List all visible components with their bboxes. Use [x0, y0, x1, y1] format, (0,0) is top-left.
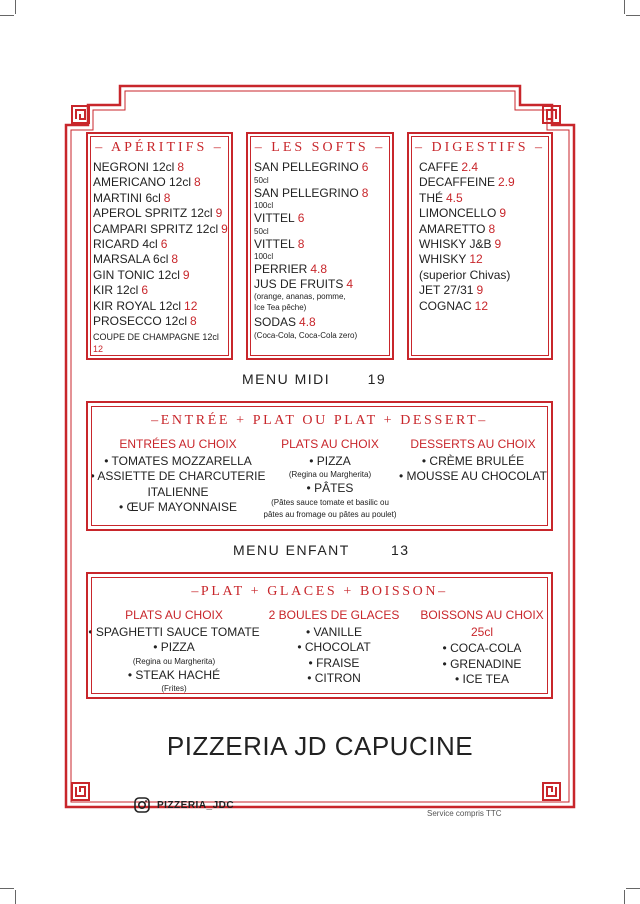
boissons-title: BOISSONS AU CHOIX	[420, 608, 544, 622]
list-item: • GRENADINE	[442, 656, 522, 671]
item-note: 50cl	[254, 226, 269, 236]
list-item: GIN TONIC 12cl 9	[93, 267, 190, 282]
list-item: VITTEL 8	[254, 236, 305, 251]
item-note: (Regina ou Margherita)	[132, 656, 216, 666]
menu-midi-box	[86, 401, 553, 531]
menu-midi-label: MENU MIDI	[242, 371, 331, 387]
digestifs-list	[419, 160, 515, 314]
digestifs-title: – DIGESTIFS –	[414, 140, 545, 155]
list-item: MARSALA 6cl 8	[93, 252, 179, 267]
item-note: (Pâtes sauce tomate et basilic ou	[271, 497, 389, 507]
list-item: KIR 12cl 6	[93, 283, 149, 298]
list-item: SODAS 4.8	[254, 315, 316, 329]
list-item: PERRIER 4.8	[254, 262, 328, 276]
list-item: MARTINI 6cl 8	[93, 190, 171, 205]
list-item: VITTEL 6	[254, 211, 305, 225]
list-item: • CHOCOLAT	[297, 640, 371, 655]
item-note: (superior Chivas)	[419, 267, 511, 282]
enfant-plats-column	[88, 608, 260, 695]
menu-enfant-price: 13	[390, 542, 410, 558]
aperitifs-title: – APÉRITIFS –	[95, 140, 224, 155]
item-note: 50cl	[254, 175, 269, 185]
entrees-title: ENTRÉES AU CHOIX	[119, 437, 237, 451]
list-item: COGNAC 12	[419, 298, 489, 313]
entrees-column	[88, 437, 268, 516]
list-item: • CITRON	[307, 671, 361, 686]
list-item: CAFFE 2.4	[419, 160, 479, 174]
aperitifs-box	[86, 132, 233, 360]
menu-midi-line	[242, 371, 386, 387]
menu-midi-price: 19	[367, 371, 387, 387]
list-item: PROSECCO 12cl 8	[93, 314, 197, 329]
glaces-title: 2 BOULES DE GLACES	[268, 608, 400, 622]
list-item: • MOUSSE AU CHOCOLAT	[398, 469, 547, 484]
item-note: 100cl	[254, 201, 274, 210]
list-item: JUS DE FRUITS 4	[254, 276, 354, 291]
softs-list	[254, 160, 368, 342]
menu-enfant-heading: –PLAT + GLACES + BOISSON–	[191, 584, 448, 599]
menu-enfant-line	[233, 542, 410, 558]
list-item: • ICE TEA	[455, 672, 509, 687]
plats-column	[248, 437, 412, 521]
list-item: WHISKY J&B 9	[419, 237, 502, 252]
list-item: • PÂTES	[306, 481, 354, 496]
list-item: LIMONCELLO 9	[419, 206, 507, 221]
restaurant-title: PIZZERIA JD CAPUCINE	[166, 731, 474, 761]
boissons-column	[408, 608, 556, 688]
desserts-column	[398, 437, 548, 485]
menu-enfant-box	[86, 572, 553, 699]
list-item: CAMPARI SPRITZ 12cl 9	[93, 221, 228, 236]
item-note: (Frites)	[161, 684, 187, 694]
list-item: • PIZZA	[153, 640, 195, 655]
list-item: THÉ 4.5	[419, 190, 463, 205]
digestifs-box	[407, 132, 553, 360]
item-note: Ice Tea pêche)	[254, 303, 307, 312]
service-note: Service compris TTC	[427, 809, 502, 818]
list-item: • FRAISE	[308, 655, 360, 670]
glaces-column	[254, 608, 414, 687]
list-item: WHISKY 12	[419, 252, 483, 267]
list-item: • CRÈME BRULÉE	[421, 453, 525, 468]
list-item: • SPAGHETTI SAUCE TOMATE	[88, 624, 260, 639]
list-item: APEROL SPRITZ 12cl 9	[93, 206, 223, 221]
list-item: • STEAK HACHÉ	[127, 667, 221, 682]
list-item: ITALIENNE	[147, 484, 209, 499]
list-item: • TOMATES MOZZARELLA	[104, 453, 252, 468]
instagram-icon	[134, 797, 150, 813]
list-item: • ŒUF MAYONNAISE	[119, 500, 237, 515]
boissons-size: 25cl	[470, 624, 493, 639]
menu-midi-heading: –ENTRÉE + PLAT OU PLAT + DESSERT–	[151, 413, 488, 428]
item-note: pâtes au fromage ou pâtes au poulet)	[263, 509, 397, 519]
list-item: AMERICANO 12cl 8	[93, 175, 201, 190]
list-item: JET 27/31 9	[419, 283, 484, 298]
list-item: DECAFFEINE 2.9	[419, 175, 515, 190]
list-item: • ASSIETTE DE CHARCUTERIE	[90, 469, 266, 484]
enfant-plats-title: PLATS AU CHOIX	[125, 608, 223, 622]
item-note: (Regina ou Margherita)	[288, 470, 372, 480]
item-note: (Coca-Cola, Coca-Cola zero)	[254, 330, 358, 340]
desserts-title: DESSERTS AU CHOIX	[410, 437, 536, 451]
menu-enfant-label: MENU ENFANT	[233, 542, 350, 558]
list-item: RICARD 4cl 6	[93, 237, 168, 252]
instagram-handle: PIZZERIA_JDC	[157, 800, 235, 811]
aperitifs-list	[93, 160, 228, 355]
softs-box	[246, 132, 394, 360]
list-item: • COCA-COLA	[442, 641, 522, 656]
softs-title: – LES SOFTS –	[254, 140, 386, 155]
plats-title: PLATS AU CHOIX	[281, 437, 379, 451]
item-note: (orange, ananas, pomme,	[254, 292, 346, 301]
item-note: 100cl	[254, 252, 274, 261]
list-item: • PIZZA	[309, 453, 351, 468]
list-item: AMARETTO 8	[419, 221, 496, 236]
list-item: SAN PELLEGRINO 6	[254, 160, 369, 174]
list-item: KIR ROYAL 12cl 12	[93, 298, 198, 313]
list-item-champagne: COUPE DE CHAMPAGNE 12cl 12	[93, 332, 219, 355]
list-item: • VANILLE	[305, 624, 362, 639]
list-item: NEGRONI 12cl 8	[93, 160, 185, 174]
list-item: SAN PELLEGRINO 8	[254, 185, 369, 200]
